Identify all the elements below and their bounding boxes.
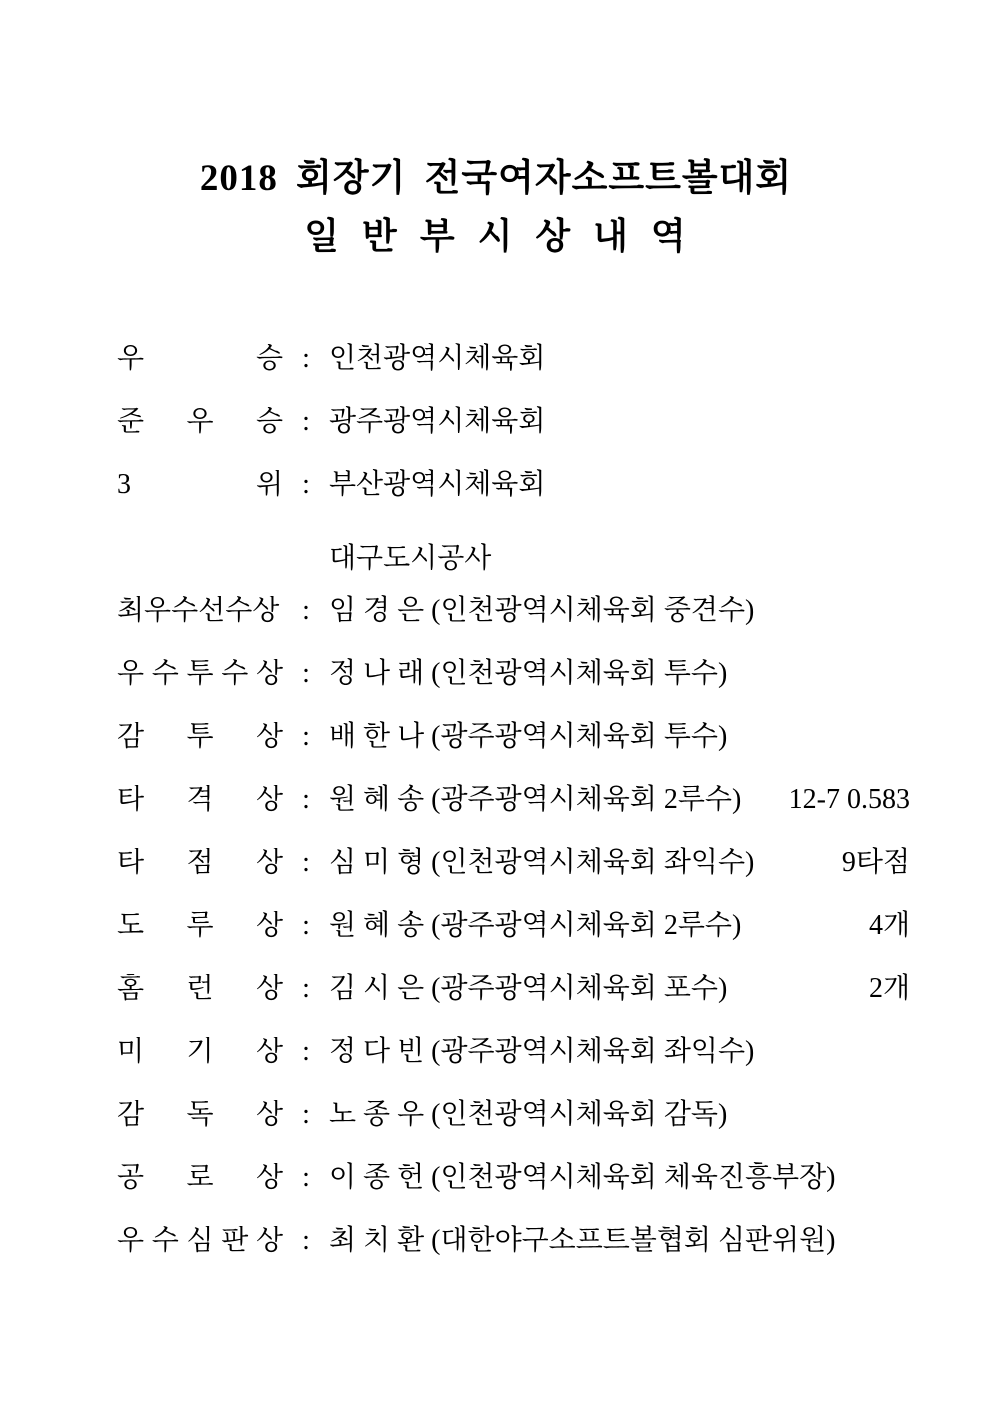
award-recipient: 광주광역시체육회 <box>329 406 546 437</box>
award-row <box>0 1037 992 1067</box>
award-row <box>0 596 992 626</box>
award-recipient: 배 한 나 (광주광역시체육회 투수) <box>329 721 728 752</box>
award-label: 도 루 상 <box>117 911 283 941</box>
award-label: 감 독 상 <box>117 1100 283 1130</box>
award-separator: : <box>302 595 310 626</box>
award-label: 타 점 상 <box>117 848 283 878</box>
award-row <box>0 407 992 437</box>
award-separator: : <box>302 847 310 878</box>
award-separator: : <box>302 469 310 500</box>
award-separator: : <box>302 784 310 815</box>
award-separator: : <box>302 910 310 941</box>
award-stat: 2개 <box>868 973 910 1004</box>
award-row <box>0 344 992 374</box>
document-title-line1: 2018 회장기 전국여자소프트볼대회 <box>199 158 793 199</box>
award-label: 미 기 상 <box>117 1037 283 1067</box>
award-recipient: 심 미 형 (인천광역시체육회 좌익수) <box>329 847 755 878</box>
award-separator: : <box>302 1036 310 1067</box>
award-recipient: 원 혜 송 (광주광역시체육회 2루수) <box>329 910 742 941</box>
award-recipient: 정 다 빈 (광주광역시체육회 좌익수) <box>329 1036 755 1067</box>
award-label: 3 위 <box>117 470 283 500</box>
award-row <box>0 911 992 941</box>
award-separator: : <box>302 658 310 689</box>
award-label: 공 로 상 <box>117 1163 283 1193</box>
award-stat: 9타점 <box>841 847 910 878</box>
award-row <box>0 785 992 815</box>
award-label: 준 우 승 <box>117 407 283 437</box>
award-recipient: 인천광역시체육회 <box>329 343 546 374</box>
award-row <box>0 974 992 1004</box>
award-separator: : <box>302 973 310 1004</box>
award-recipient: 대구도시공사 <box>329 543 492 574</box>
document-title-line2: 일 반 부 시 상 내 역 <box>304 216 688 256</box>
award-recipient: 정 나 래 (인천광역시체육회 투수) <box>329 658 728 689</box>
award-row <box>0 722 992 752</box>
award-separator: : <box>302 343 310 374</box>
award-row <box>0 470 992 500</box>
award-separator: : <box>302 406 310 437</box>
award-row <box>0 1100 992 1130</box>
award-row <box>0 533 992 574</box>
award-label: 우 수 심 판 상 <box>117 1226 283 1256</box>
award-separator: : <box>302 1162 310 1193</box>
award-recipient: 이 종 헌 (인천광역시체육회 체육진흥부장) <box>329 1162 836 1193</box>
award-label: 우 수 투 수 상 <box>117 659 283 689</box>
award-recipient: 부산광역시체육회 <box>329 469 546 500</box>
award-row <box>0 848 992 878</box>
award-recipient: 임 경 은 (인천광역시체육회 중견수) <box>329 595 755 626</box>
award-recipient: 원 혜 송 (광주광역시체육회 2루수) <box>329 784 742 815</box>
award-separator: : <box>302 1099 310 1130</box>
award-stat: 4개 <box>868 910 910 941</box>
award-row <box>0 1163 992 1193</box>
award-label <box>117 533 283 567</box>
award-label: 감 투 상 <box>117 722 283 752</box>
award-label: 홈 런 상 <box>117 974 283 1004</box>
award-list <box>0 344 992 1256</box>
award-separator: : <box>302 1225 310 1256</box>
award-row <box>0 659 992 689</box>
award-label: 타 격 상 <box>117 785 283 815</box>
award-label: 최우수선수상 <box>117 596 280 626</box>
award-label: 우 승 <box>117 344 283 374</box>
award-recipient: 김 시 은 (광주광역시체육회 포수) <box>329 973 728 1004</box>
award-row <box>0 1226 992 1256</box>
award-separator: : <box>302 721 310 752</box>
award-recipient: 노 종 우 (인천광역시체육회 감독) <box>329 1099 728 1130</box>
award-stat: 12-7 0.583 <box>788 784 910 815</box>
award-recipient: 최 치 환 (대한야구소프트볼협회 심판위원) <box>329 1225 836 1256</box>
